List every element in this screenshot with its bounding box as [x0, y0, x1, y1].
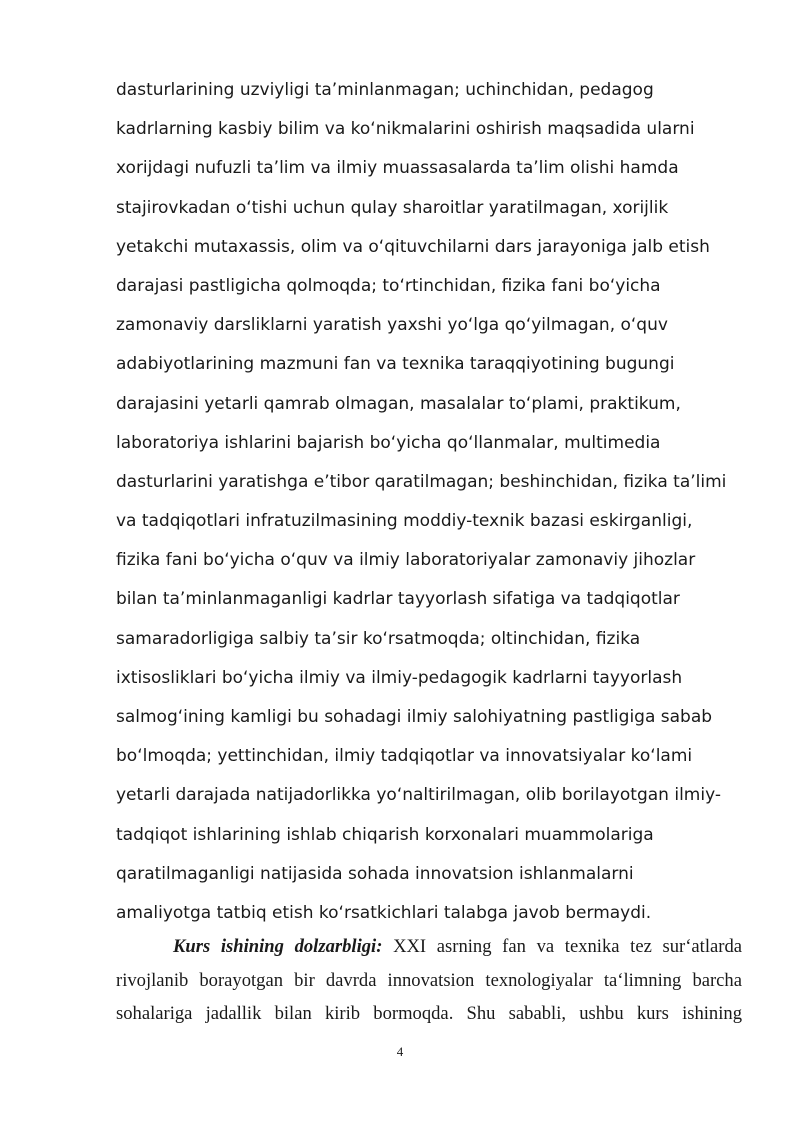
body-line: tadqiqot ishlarining ishlab chiqarish korxonalari muammolariga — [116, 824, 654, 845]
body-line: fizika fani bo‘yicha o‘quv va ilmiy laboratoriyalar zamonaviy jihozlar — [116, 550, 696, 571]
body-text-block — [116, 74, 756, 936]
page-number: 4 — [396, 1044, 404, 1059]
body-line: dasturlarining uzviyligi ta’minlanmagan; uchinchidan, pedagog — [116, 80, 654, 100]
relevance-heading: Kurs ishining dolzarbligi: — [173, 936, 383, 957]
body-line: bilan ta’minlanmaganligi kadrlar tayyorlash sifatiga va tadqiqotlar — [116, 589, 680, 610]
body-line: yetarli darajada natijadorlikka yo‘naltirilmagan, olib borilayotgan ilmiy- — [116, 785, 721, 806]
relevance-paragraph — [116, 930, 742, 1031]
body-line: va tadqiqotlari infratuzilmasining moddiy-texnik bazasi eskirganligi, — [116, 511, 693, 532]
body-line: amaliyotga tatbiq etish ko‘rsatkichlari talabga javob bermaydi. — [116, 902, 652, 923]
relevance-line — [116, 930, 742, 964]
body-line: ixtisosliklari bo‘yicha ilmiy va ilmiy-pedagogik kadrlarni tayyorlash — [116, 667, 683, 688]
body-line: yetakchi mutaxassis, olim va o‘qituvchilarni dars jarayoniga jalb etish — [116, 236, 710, 257]
relevance-line: rivojlanib borayotgan bir davrda innovatsion texnologiyalar ta‘limning barcha — [116, 969, 742, 991]
body-line: adabiyotlarining mazmuni fan va texnika taraqqiyotining bugungi — [116, 354, 675, 375]
body-line: zamonaviy darsliklarni yaratish yaxshi yo‘lga qo‘yilmagan, o‘quv — [116, 315, 668, 336]
body-line: salmog‘ining kamligi bu sohadagi ilmiy salohiyatning pastligiga sabab — [116, 707, 713, 727]
relevance-text: XXI asrning fan va texnika tez sur‘atlarda — [382, 936, 742, 957]
body-line: laboratoriya ishlarini bajarish bo‘yicha qo‘llanmalar, multimedia — [116, 432, 661, 453]
body-line: dasturlarini yaratishga e’tibor qaratilmagan; beshinchidan, fizika ta’limi — [116, 471, 727, 492]
body-line: darajasini yetarli qamrab olmagan, masalalar to‘plami, praktikum, — [116, 393, 681, 414]
relevance-line: sohalariga jadallik bilan kirib bormoqda. Shu sababli, ushbu kurs ishining — [116, 1003, 742, 1024]
body-line: samaradorligiga salbiy ta’sir ko‘rsatmoqda; oltinchidan, fizika — [116, 628, 641, 649]
body-line: darajasi pastligicha qolmoqda; to‘rtinchidan, fizika fani bo‘yicha — [116, 275, 661, 296]
body-line: kadrlarning kasbiy bilim va ko‘nikmalarini oshirish maqsadida ularni — [116, 119, 695, 140]
body-line: xorijdagi nufuzli ta’lim va ilmiy muassasalarda ta’lim olishi hamda — [116, 158, 679, 179]
body-line: stajirovkadan o‘tishi uchun qulay sharoitlar yaratilmagan, xorijlik — [116, 197, 669, 218]
body-line: qaratilmaganligi natijasida sohada innovatsion ishlanmalarni — [116, 863, 634, 884]
body-line: bo‘lmoqda; yettinchidan, ilmiy tadqiqotlar va innovatsiyalar ko‘lami — [116, 746, 693, 767]
